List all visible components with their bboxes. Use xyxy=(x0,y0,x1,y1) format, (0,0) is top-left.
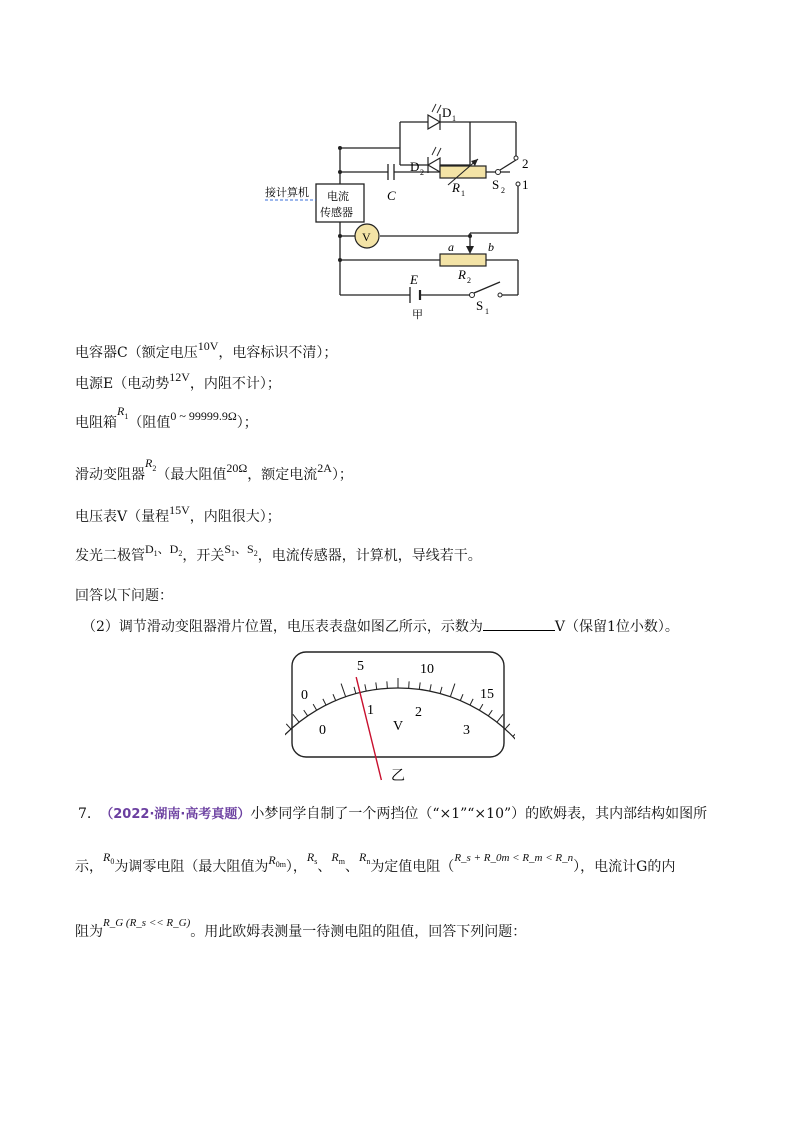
label-a: a xyxy=(448,240,454,254)
p7-r0: R xyxy=(103,850,111,864)
problem-number: 7. xyxy=(78,806,92,822)
capacitor-text: 电容器C（额定电压 xyxy=(75,345,198,361)
label-computer: 接计算机 xyxy=(265,187,309,199)
p7-sep-2: 、 xyxy=(344,859,359,875)
diode-d2: 2 xyxy=(178,549,183,558)
label-s2-sub: 2 xyxy=(501,186,505,195)
p7-fixed: 为定值电阻（ xyxy=(370,859,455,875)
label-voltmeter: V xyxy=(362,230,371,244)
diode-text: 发光二极管 xyxy=(75,548,145,564)
label-r1-sub: 1 xyxy=(461,189,465,198)
box-mid: （阻值 xyxy=(128,415,171,431)
item-diodes xyxy=(75,542,482,568)
switch-s1: 1 xyxy=(231,549,236,558)
p7-zero-adj: 为调零电阻（最大阻值为 xyxy=(114,859,269,875)
rheo-text: 滑动变阻器 xyxy=(75,467,145,483)
p7-rs: R xyxy=(306,850,315,864)
source-tail: ，内阻不计）； xyxy=(189,376,281,392)
dial-bottom-1: 1 xyxy=(367,703,374,718)
p7-rm-sub: m xyxy=(338,857,345,866)
answer-intro: 回答以下问题： xyxy=(75,588,173,604)
p7-rn-sub: n xyxy=(366,857,371,866)
item-rheostat xyxy=(75,456,353,487)
label-d1-sub: 1 xyxy=(452,114,456,123)
source-value: 12V xyxy=(169,370,190,384)
label-e: E xyxy=(410,272,418,287)
p7-tail: 。用此欧姆表测量一待测电阻的阻值，回答下列问题： xyxy=(190,924,527,940)
item-resistor-box xyxy=(75,404,258,435)
label-r2: R xyxy=(458,267,466,282)
rheo-symbol: R xyxy=(145,456,153,470)
voltmeter-tail: ，内阻很大）； xyxy=(189,509,281,525)
dial-top-5: 5 xyxy=(357,659,364,674)
rheo-mid: （最大阻值 xyxy=(156,467,227,483)
item-voltmeter xyxy=(75,503,281,527)
p7-resist: 阻为 xyxy=(75,924,103,940)
dial-top-0: 0 xyxy=(301,688,308,703)
p7-galv: ），电流计G的内 xyxy=(573,859,676,875)
label-d2: D xyxy=(410,159,420,174)
rheo-mid2: ，额定电流 xyxy=(247,467,318,483)
label-r1: R xyxy=(452,180,460,195)
label-b: b xyxy=(488,240,494,254)
dial-unit: V xyxy=(393,719,404,734)
circuit-diagram xyxy=(240,95,560,325)
switch-s2: 2 xyxy=(253,549,258,558)
item-source xyxy=(75,370,281,394)
label-d2-sub: 2 xyxy=(420,168,424,177)
p7-rn: R xyxy=(358,850,367,864)
p7-r0m-sub: 0m xyxy=(275,860,286,869)
caption-yi: 乙 xyxy=(391,769,405,784)
problem-7-line-1 xyxy=(78,804,707,825)
voltmeter-text: 电压表V（量程 xyxy=(75,509,170,525)
voltmeter-range: 15V xyxy=(169,503,190,517)
p7-inequality: R_s + R_0m < R_m < R_n xyxy=(454,852,574,864)
p7-close: ）， xyxy=(285,859,307,875)
source-tag: （2022·湖南·高考真题） xyxy=(100,807,251,822)
dial-top-15: 15 xyxy=(480,687,494,702)
switch-sep: 、S xyxy=(235,542,254,556)
switch-s: S xyxy=(224,542,232,556)
dial-tick xyxy=(505,724,510,729)
label-s1: S xyxy=(476,298,484,313)
problem-7-line-3 xyxy=(75,917,527,943)
p7-rs-sub: s xyxy=(314,857,318,866)
rheo-current: 2A xyxy=(317,461,332,475)
question-2-tail: V（保留1位小数）。 xyxy=(554,619,679,635)
caption-jia: 甲 xyxy=(412,309,423,321)
label-node-1: 1 xyxy=(522,177,529,192)
rheo-max: 20Ω xyxy=(226,461,248,475)
problem-7-text-1: 小梦同学自制了一个两挡位（“×1”“×10”）的欧姆表，其内部结构如图所 xyxy=(250,806,708,822)
label-node-2: 2 xyxy=(522,156,529,171)
label-s1-sub: 1 xyxy=(485,307,489,316)
diode-sep: 、D xyxy=(157,542,179,556)
diode-mid: ，开关 xyxy=(182,548,225,564)
dial-bottom-0: 0 xyxy=(319,723,326,738)
dial-top-10: 10 xyxy=(420,662,434,677)
answer-blank[interactable] xyxy=(483,616,555,631)
box-tail: ）； xyxy=(236,415,258,431)
dial-tick xyxy=(513,732,515,737)
box-range: 0 ~ 99999.9Ω xyxy=(170,409,237,423)
dial-bottom-2: 2 xyxy=(415,705,422,720)
rheo-tail: ）； xyxy=(331,467,353,483)
dial-bottom-3: 3 xyxy=(463,723,470,738)
capacitor-tail: ，电容标识不清）； xyxy=(218,345,338,361)
capacitor-value: 10V xyxy=(197,339,219,353)
p7-rg: R_G (R_s << R_G) xyxy=(103,917,191,929)
question-2-text: （2）调节滑动变阻器滑片位置，电压表表盘如图乙所示，示数为 xyxy=(82,619,483,635)
source-text: 电源E（电动势 xyxy=(75,376,170,392)
diode-d1: 1 xyxy=(153,549,158,558)
label-r2-sub: 2 xyxy=(467,276,471,285)
p7-r0-sub: 0 xyxy=(110,857,115,866)
label-c: C xyxy=(387,188,396,203)
p7-shi: 示， xyxy=(75,859,103,875)
p7-rm: R xyxy=(331,850,339,864)
rheo-sub: 2 xyxy=(152,464,157,473)
question-2 xyxy=(82,616,679,637)
p7-sep-1: 、 xyxy=(317,859,332,875)
box-text: 电阻箱 xyxy=(75,415,117,431)
label-d1: D xyxy=(442,105,452,120)
diode-tail: ，电流传感器，计算机，导线若干。 xyxy=(257,548,482,564)
diode-d: D xyxy=(145,542,154,556)
label-sensor-1: 电流 xyxy=(327,191,349,203)
item-capacitor xyxy=(75,339,338,363)
box-sub: 1 xyxy=(124,412,129,421)
p7-r0m: R xyxy=(268,853,276,867)
voltmeter-dial xyxy=(285,648,515,788)
box-symbol: R xyxy=(117,404,125,418)
dial-tick xyxy=(286,724,291,729)
label-sensor-2: 传感器 xyxy=(320,207,353,219)
problem-7-line-2 xyxy=(75,850,676,879)
label-s2: S xyxy=(492,177,500,192)
